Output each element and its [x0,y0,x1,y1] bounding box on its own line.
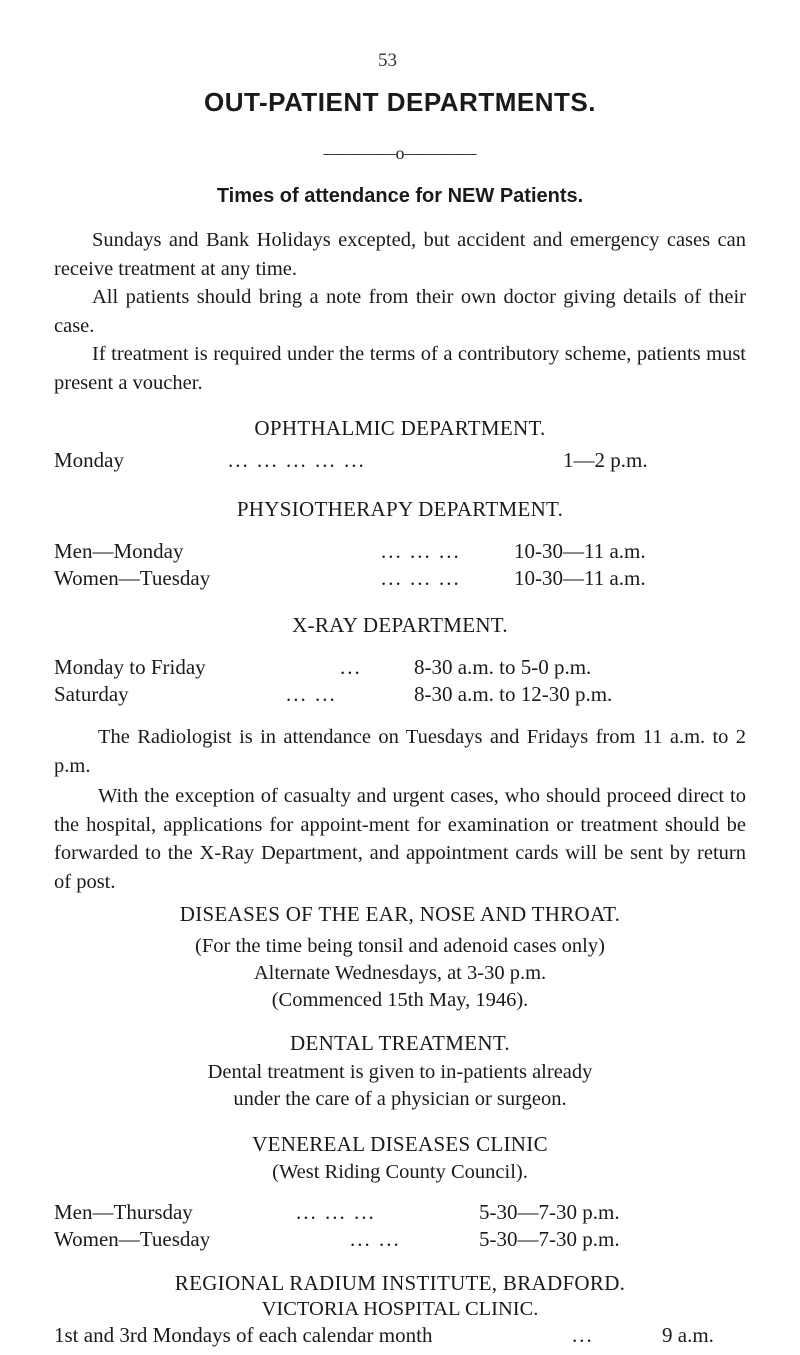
physiotherapy-heading: PHYSIOTHERAPY DEPARTMENT. [236,497,564,521]
physiotherapy-men-time: 10-30—11 a.m. [514,539,646,563]
dental-line-2: under the care of a physician or surgeon. [233,1088,567,1110]
radiologist-paragraph: The Radiologist is in attendance on Tuesdays and Fridays from 11 a.m. to 2 p.m. [54,726,746,777]
dental-line-1: Dental treatment is given to in-patients already [207,1061,593,1083]
venereal-subheading: (West Riding County Council). [272,1161,528,1183]
xray-weekday-time: 8-30 a.m. to 5-0 p.m. [414,655,592,679]
ent-commenced: (Commenced 15th May, 1946). [271,989,529,1011]
ent-note: (For the time being tonsil and adenoid cases only) [195,935,605,957]
page-title: OUT-PATIENT DEPARTMENTS. [204,87,596,117]
physiotherapy-women-time: 10-30—11 a.m. [514,566,646,590]
ophthalmic-time: 1—2 p.m. [563,448,648,472]
ophthalmic-heading: OPHTHALMIC DEPARTMENT. [254,416,546,440]
ophthalmic-day: Monday [54,448,124,472]
venereal-women-day: Women—Tuesday [54,1227,211,1251]
venereal-men-time: 5-30—7-30 p.m. [479,1200,620,1224]
xray-heading: X-RAY DEPARTMENT. [292,613,508,637]
physiotherapy-men-day: Men—Monday [54,539,184,563]
clinic-heading: VICTORIA HOSPITAL CLINIC. [261,1298,539,1320]
leader-dots: ... [340,655,362,679]
radium-time: 9 a.m. [662,1323,714,1347]
radium-schedule: 1st and 3rd Mondays of each calendar month [54,1323,433,1347]
venereal-women-time: 5-30—7-30 p.m. [479,1227,620,1251]
leader-dots: ... ... ... [381,539,461,563]
leader-dots: ... ... [286,682,337,706]
appointment-paragraph: With the exception of casualty and urgent cases, who should proceed direct to the hospital, applications for appoint-ment for examination or treatment should be forwarded to the X-Ray Department, and appointment cards will be sent by return of post. [54,785,746,893]
dental-heading: DENTAL TREATMENT. [289,1031,510,1055]
intro-paragraph-3: If treatment is required under the terms of a contributory scheme, patients must present a voucher. [54,343,746,394]
leader-dots: ... ... ... [381,566,461,590]
ent-heading: DISEASES OF THE EAR, NOSE AND THROAT. [179,902,621,926]
xray-saturday-time: 8-30 a.m. to 12-30 p.m. [414,682,613,706]
leader-dots: ... [572,1323,594,1347]
xray-weekday: Monday to Friday [54,655,206,679]
leader-dots: ... ... ... ... ... [228,448,366,472]
leader-dots: ... ... [350,1227,401,1251]
leader-dots: ... ... ... [296,1200,376,1224]
ent-schedule: Alternate Wednesdays, at 3-30 p.m. [253,962,547,984]
intro-paragraph-1: Sundays and Bank Holidays excepted, but accident and emergency cases can receive treatment at any time. [54,229,746,280]
radium-heading: REGIONAL RADIUM INSTITUTE, BRADFORD. [174,1271,626,1295]
venereal-heading: VENEREAL DISEASES CLINIC [252,1132,548,1156]
page-number: 53 [378,50,397,71]
section-subtitle: Times of attendance for NEW Patients. [216,185,584,207]
venereal-men-day: Men—Thursday [54,1200,193,1224]
xray-saturday: Saturday [54,682,129,706]
separator: ————o———— [323,143,477,163]
physiotherapy-women-day: Women—Tuesday [54,566,211,590]
intro-paragraph-2: All patients should bring a note from their own doctor giving details of their case. [54,286,746,337]
